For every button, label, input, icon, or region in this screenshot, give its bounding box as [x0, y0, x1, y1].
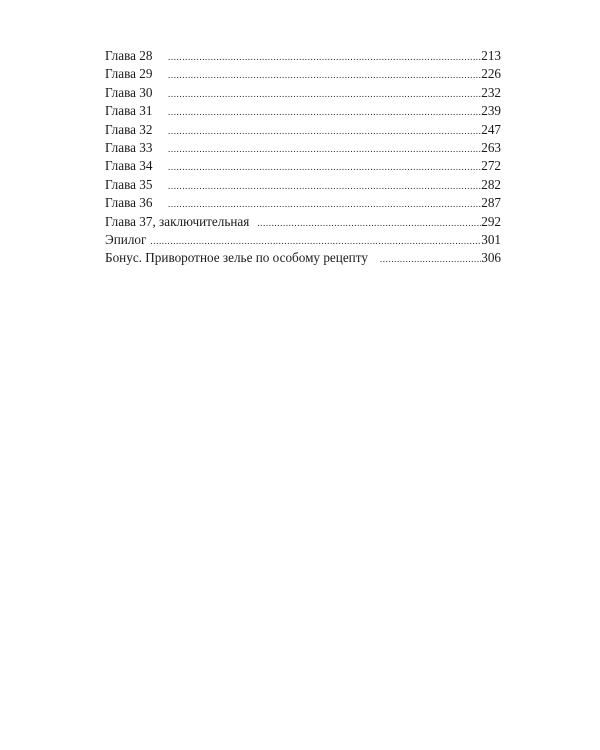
toc-entry-title: Глава 34	[105, 158, 153, 174]
toc-entry-page: 226	[481, 66, 501, 82]
toc-entry	[105, 249, 501, 267]
toc-entry-title: Глава 32	[105, 121, 153, 137]
toc-entry	[105, 65, 501, 83]
toc-leader-dots	[168, 48, 481, 66]
toc-leader-dots	[168, 158, 481, 176]
toc-entry-title: Глава 33	[105, 139, 153, 155]
toc-entry-title: Глава 35	[105, 176, 153, 192]
toc-entry-page: 287	[481, 195, 501, 211]
toc-leader-dots	[168, 103, 481, 121]
toc-leader-dots	[150, 232, 481, 250]
toc-entry-page: 282	[481, 176, 501, 192]
toc-entry-page: 239	[481, 103, 501, 119]
toc-entry-title: Глава 30	[105, 84, 153, 100]
toc-entry	[105, 102, 501, 120]
toc-entry-page: 301	[481, 231, 501, 247]
toc-entry	[105, 213, 501, 231]
toc-entry-title: Глава 36	[105, 195, 153, 211]
toc-entry-title: Глава 31	[105, 103, 153, 119]
toc-entry	[105, 157, 501, 175]
toc-leader-dots	[168, 140, 481, 158]
toc-leader-dots	[168, 122, 481, 140]
toc-leader-dots	[168, 66, 481, 84]
toc-entry	[105, 231, 501, 249]
toc-entry	[105, 139, 501, 157]
toc-leader-dots	[168, 195, 481, 213]
toc-leader-dots	[168, 85, 481, 103]
toc-entry	[105, 194, 501, 212]
table-of-contents	[105, 47, 501, 268]
toc-entry-page: 232	[481, 84, 501, 100]
toc-entry	[105, 121, 501, 139]
toc-entry-page: 263	[481, 139, 501, 155]
toc-entry-title: Эпилог	[105, 231, 147, 247]
toc-leader-dots	[168, 177, 481, 195]
toc-entry-title: Глава 29	[105, 66, 153, 82]
toc-entry-title: Глава 37, заключительная	[105, 213, 250, 229]
toc-leader-dots	[257, 214, 481, 232]
toc-entry	[105, 84, 501, 102]
toc-entry-page: 213	[481, 48, 501, 63]
toc-entry-title: Глава 28	[105, 48, 153, 63]
toc-entry-page: 247	[481, 121, 501, 137]
toc-entry-page: 272	[481, 158, 501, 174]
toc-entry-page: 292	[481, 213, 501, 229]
toc-leader-dots	[380, 250, 481, 268]
toc-entry	[105, 47, 501, 65]
toc-entry	[105, 176, 501, 194]
toc-entry-title: Бонус. Приворотное зелье по особому рецепту	[105, 250, 368, 266]
toc-entry-page: 306	[481, 250, 501, 266]
